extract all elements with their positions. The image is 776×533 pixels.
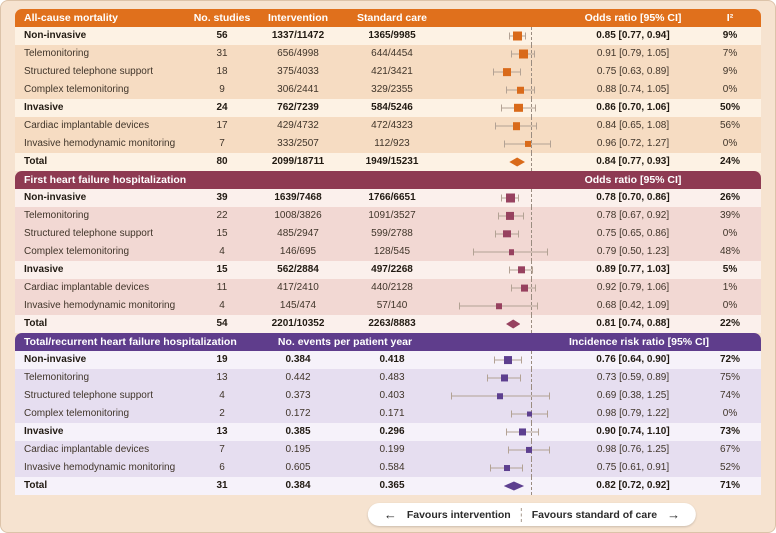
cell-effect-estimate: 0.76 [0.64, 0.90]: [596, 354, 670, 365]
row-label: Telemonitoring: [24, 48, 90, 59]
cell-effect-estimate: 0.96 [0.72, 1.27]: [596, 138, 670, 149]
cell-i2: 26%: [719, 192, 740, 203]
null-effect-line: [531, 189, 532, 207]
forest-plot-cell: [439, 459, 569, 477]
table-row-cardiac-implantable-devices: [15, 279, 761, 297]
col-header-effect: Odds ratio [95% CI]: [584, 174, 682, 186]
cell-standard: 472/4323: [371, 120, 413, 131]
forest-plot-cell: [439, 405, 569, 423]
null-effect-line: [531, 27, 532, 45]
cell-studies: 13: [216, 372, 228, 383]
cell-i2: 56%: [719, 120, 740, 131]
col-header-effect: Odds ratio [95% CI]: [584, 12, 682, 24]
cell-effect-estimate: 0.89 [0.77, 1.03]: [596, 264, 670, 275]
forest-plot-cell: [439, 369, 569, 387]
null-effect-line: [531, 207, 532, 225]
forest-plot-cell: [439, 117, 569, 135]
table-row-total: [15, 315, 761, 333]
point-estimate-marker: [501, 374, 508, 381]
cell-effect-estimate: 0.86 [0.70, 1.06]: [596, 102, 670, 113]
cell-intervention: 146/695: [279, 246, 317, 257]
cell-intervention: 2201/10352: [271, 318, 325, 329]
cell-effect-estimate: 0.69 [0.38, 1.25]: [596, 390, 670, 401]
cell-studies: 2: [219, 408, 225, 419]
cell-effect-estimate: 0.78 [0.67, 0.92]: [596, 210, 670, 221]
row-label: Structured telephone support: [24, 228, 153, 239]
table-row-invasive-hemodynamic-monitoring: [15, 135, 761, 153]
cell-i2: 0%: [722, 138, 738, 149]
forest-plot-cell: [439, 423, 569, 441]
null-effect-line: [531, 351, 532, 369]
row-label: Invasive: [24, 264, 64, 275]
cell-standard: 1949/15231: [365, 156, 419, 167]
point-estimate-marker: [497, 393, 503, 399]
row-label: Telemonitoring: [24, 372, 90, 383]
point-estimate-marker: [518, 266, 525, 273]
cell-intervention: 0.195: [285, 444, 311, 455]
forest-plot-cell: [439, 351, 569, 369]
cell-intervention: 656/4998: [277, 48, 319, 59]
table-row-invasive: [15, 423, 761, 441]
table-row-complex-telemonitoring: [15, 243, 761, 261]
table-row-telemonitoring: [15, 369, 761, 387]
section-header-first-heart-failure-hospitalization: [15, 171, 761, 189]
cell-intervention: 0.605: [285, 462, 311, 473]
cell-intervention: 0.384: [285, 480, 311, 491]
cell-standard: 0.199: [379, 444, 405, 455]
cell-standard: 128/545: [373, 246, 411, 257]
cell-studies: 22: [216, 210, 228, 221]
table-row-non-invasive: [15, 189, 761, 207]
cell-studies: 54: [216, 318, 228, 329]
cell-effect-estimate: 0.98 [0.76, 1.25]: [596, 444, 670, 455]
table-row-structured-telephone-support: [15, 387, 761, 405]
row-label: Cardiac implantable devices: [24, 282, 150, 293]
cell-intervention: 333/2507: [277, 138, 319, 149]
cell-i2: 71%: [719, 480, 740, 491]
cell-studies: 15: [216, 228, 228, 239]
cell-studies: 6: [219, 462, 225, 473]
cell-standard: 0.296: [379, 426, 405, 437]
point-estimate-marker: [519, 428, 526, 435]
row-label: Invasive hemodynamic monitoring: [24, 300, 176, 311]
cell-intervention: 0.373: [285, 390, 311, 401]
cell-effect-estimate: 0.84 [0.77, 0.93]: [596, 156, 670, 167]
point-estimate-marker: [526, 447, 532, 453]
point-estimate-marker: [504, 465, 510, 471]
cell-studies: 80: [216, 156, 228, 167]
forest-plot-cell: [439, 63, 569, 81]
left-arrow-icon: ←: [383, 507, 397, 522]
null-effect-line: [531, 315, 532, 333]
cell-intervention: 762/7239: [277, 102, 319, 113]
forest-plot-cell: [439, 297, 569, 315]
point-estimate-marker: [506, 194, 515, 203]
point-estimate-marker: [496, 303, 502, 309]
row-label: Complex telemonitoring: [24, 84, 130, 95]
row-label: Invasive: [24, 426, 64, 437]
forest-plot-cell: [439, 135, 569, 153]
cell-effect-estimate: 0.75 [0.65, 0.86]: [596, 228, 670, 239]
cell-studies: 31: [216, 48, 228, 59]
forest-plot-cell: [439, 441, 569, 459]
summary-diamond: [509, 158, 525, 167]
cell-intervention: 485/2947: [277, 228, 319, 239]
point-estimate-marker: [527, 412, 532, 417]
cell-standard: 1091/3527: [368, 210, 416, 221]
table-row-structured-telephone-support: [15, 225, 761, 243]
cell-standard: 0.584: [379, 462, 405, 473]
row-label: Structured telephone support: [24, 66, 153, 77]
cell-intervention: 1639/7468: [274, 192, 322, 203]
forest-plot-cell: [439, 27, 569, 45]
cell-i2: 0%: [722, 300, 738, 311]
cell-effect-estimate: 0.82 [0.72, 0.92]: [596, 480, 670, 491]
cell-standard: 0.403: [379, 390, 405, 401]
cell-intervention: 145/474: [279, 300, 317, 311]
cell-studies: 4: [219, 300, 225, 311]
cell-intervention: 1337/11472: [271, 30, 325, 41]
forest-plot-cell: [439, 81, 569, 99]
cell-studies: 4: [219, 246, 225, 257]
row-label: Non-invasive: [24, 192, 87, 203]
cell-effect-estimate: 0.75 [0.63, 0.89]: [596, 66, 670, 77]
cell-i2: 52%: [719, 462, 740, 473]
table-row-invasive-hemodynamic-monitoring: [15, 459, 761, 477]
table-row-total: [15, 477, 761, 495]
forest-plot-cell: [439, 387, 569, 405]
forest-plot-cell: [439, 153, 569, 171]
cell-studies: 19: [216, 354, 228, 365]
cell-studies: 56: [216, 30, 228, 41]
section-all-cause-mortality: [15, 9, 761, 171]
table-row-non-invasive: [15, 27, 761, 45]
col-header-studies: No. studies: [193, 12, 251, 24]
cell-effect-estimate: 0.84 [0.65, 1.08]: [596, 120, 670, 131]
cell-i2: 9%: [722, 66, 738, 77]
col-header-events: No. events per patient year: [277, 336, 413, 348]
cell-standard: 1766/6651: [368, 192, 416, 203]
table-row-non-invasive: [15, 351, 761, 369]
favours-divider: [521, 508, 522, 522]
cell-i2: 9%: [722, 30, 738, 41]
section-total-recurrent-heart-failure-hospitalization: [15, 333, 761, 495]
table-row-invasive: [15, 99, 761, 117]
cell-i2: 50%: [719, 102, 740, 113]
row-label: Total: [24, 156, 48, 167]
point-estimate-marker: [506, 212, 514, 220]
cell-studies: 39: [216, 192, 228, 203]
null-effect-line: [531, 225, 532, 243]
section-header-total-recurrent-heart-failure-hospitalization: [15, 333, 761, 351]
cell-intervention: 0.442: [285, 372, 311, 383]
cell-standard: 421/3421: [371, 66, 413, 77]
cell-intervention: 2099/18711: [271, 156, 325, 167]
cell-studies: 13: [216, 426, 228, 437]
favours-pill: [368, 503, 696, 526]
cell-standard: 0.418: [379, 354, 405, 365]
null-effect-line: [531, 369, 532, 387]
cell-effect-estimate: 0.81 [0.74, 0.88]: [596, 318, 670, 329]
cell-studies: 31: [216, 480, 228, 491]
cell-effect-estimate: 0.92 [0.79, 1.06]: [596, 282, 670, 293]
cell-effect-estimate: 0.79 [0.50, 1.23]: [596, 246, 670, 257]
table-row-structured-telephone-support: [15, 63, 761, 81]
table-row-cardiac-implantable-devices: [15, 117, 761, 135]
forest-plot-cell: [439, 315, 569, 333]
cell-studies: 24: [216, 102, 228, 113]
forest-plot-cell: [439, 279, 569, 297]
point-estimate-marker: [521, 285, 528, 292]
cell-effect-estimate: 0.91 [0.79, 1.05]: [596, 48, 670, 59]
point-estimate-marker: [503, 68, 511, 76]
cell-effect-estimate: 0.88 [0.74, 1.05]: [596, 84, 670, 95]
point-estimate-marker: [525, 141, 531, 147]
null-effect-line: [531, 459, 532, 477]
cell-intervention: 306/2441: [277, 84, 319, 95]
row-label: Invasive hemodynamic monitoring: [24, 138, 176, 149]
cell-i2: 67%: [719, 444, 740, 455]
null-effect-line: [531, 153, 532, 171]
cell-studies: 17: [216, 120, 228, 131]
row-label: Telemonitoring: [24, 210, 90, 221]
cell-standard: 440/2128: [371, 282, 413, 293]
cell-standard: 2263/8883: [368, 318, 416, 329]
cell-i2: 0%: [722, 84, 738, 95]
forest-plot-cell: [439, 207, 569, 225]
cell-i2: 22%: [719, 318, 740, 329]
cell-standard: 0.365: [379, 480, 405, 491]
point-estimate-marker: [503, 230, 510, 237]
cell-intervention: 0.385: [285, 426, 311, 437]
row-label: Structured telephone support: [24, 390, 153, 401]
forest-plot-cell: [439, 225, 569, 243]
cell-i2: 24%: [719, 156, 740, 167]
cell-intervention: 1008/3826: [274, 210, 322, 221]
summary-diamond: [506, 320, 520, 329]
cell-standard: 57/140: [376, 300, 408, 311]
forest-table: [15, 9, 761, 495]
row-label: Invasive hemodynamic monitoring: [24, 462, 176, 473]
cell-studies: 11: [216, 282, 228, 293]
point-estimate-marker: [514, 104, 522, 112]
section-title: Total/recurrent heart failure hospitalization: [24, 336, 237, 348]
cell-standard: 644/4454: [371, 48, 413, 59]
cell-intervention: 0.172: [285, 408, 311, 419]
cell-studies: 9: [219, 84, 225, 95]
favours-intervention-label: Favours intervention: [406, 508, 511, 521]
cell-i2: 73%: [719, 426, 740, 437]
forest-plot-cell: [439, 45, 569, 63]
cell-i2: 0%: [722, 228, 738, 239]
cell-i2: 72%: [719, 354, 740, 365]
table-row-complex-telemonitoring: [15, 405, 761, 423]
table-row-telemonitoring: [15, 207, 761, 225]
null-effect-line: [531, 477, 532, 495]
row-label: Cardiac implantable devices: [24, 444, 150, 455]
point-estimate-marker: [513, 122, 521, 130]
row-label: Total: [24, 480, 48, 491]
row-label: Total: [24, 318, 48, 329]
cell-i2: 39%: [719, 210, 740, 221]
row-label: Cardiac implantable devices: [24, 120, 150, 131]
cell-i2: 1%: [722, 282, 738, 293]
cell-effect-estimate: 0.73 [0.59, 0.89]: [596, 372, 670, 383]
cell-intervention: 417/2410: [277, 282, 319, 293]
section-title: First heart failure hospitalization: [24, 174, 187, 186]
right-arrow-icon: →: [667, 507, 681, 522]
table-row-total: [15, 153, 761, 171]
cell-studies: 4: [219, 390, 225, 401]
favours-legend: [15, 503, 761, 527]
cell-effect-estimate: 0.68 [0.42, 1.09]: [596, 300, 670, 311]
row-label: Invasive: [24, 102, 64, 113]
table-row-complex-telemonitoring: [15, 81, 761, 99]
cell-effect-estimate: 0.75 [0.61, 0.91]: [596, 462, 670, 473]
cell-i2: 74%: [719, 390, 740, 401]
point-estimate-marker: [519, 50, 528, 59]
table-row-invasive: [15, 261, 761, 279]
cell-i2: 48%: [719, 246, 740, 257]
forest-plot-cell: [439, 189, 569, 207]
cell-studies: 7: [219, 444, 225, 455]
cell-i2: 0%: [722, 408, 738, 419]
table-row-cardiac-implantable-devices: [15, 441, 761, 459]
cell-i2: 7%: [722, 48, 738, 59]
col-header-i2: I²: [726, 12, 734, 24]
null-effect-line: [531, 63, 532, 81]
table-row-telemonitoring: [15, 45, 761, 63]
cell-studies: 18: [216, 66, 228, 77]
row-label: Complex telemonitoring: [24, 246, 130, 257]
forest-plot-cell: [439, 99, 569, 117]
cell-standard: 599/2788: [371, 228, 413, 239]
forest-plot-cell: [439, 261, 569, 279]
table-row-invasive-hemodynamic-monitoring: [15, 297, 761, 315]
cell-i2: 75%: [719, 372, 740, 383]
cell-standard: 329/2355: [371, 84, 413, 95]
cell-effect-estimate: 0.78 [0.70, 0.86]: [596, 192, 670, 203]
cell-studies: 15: [216, 264, 228, 275]
cell-effect-estimate: 0.85 [0.77, 0.94]: [596, 30, 670, 41]
cell-intervention: 429/4732: [277, 120, 319, 131]
section-header-all-cause-mortality: [15, 9, 761, 27]
cell-studies: 7: [219, 138, 225, 149]
summary-diamond: [504, 482, 524, 491]
point-estimate-marker: [513, 32, 522, 41]
cell-standard: 584/5246: [371, 102, 413, 113]
cell-standard: 1365/9985: [368, 30, 416, 41]
point-estimate-marker: [504, 356, 512, 364]
cell-effect-estimate: 0.90 [0.74, 1.10]: [596, 426, 670, 437]
row-label: Complex telemonitoring: [24, 408, 130, 419]
cell-standard: 112/923: [374, 138, 410, 149]
forest-plot-cell: [439, 243, 569, 261]
favours-standard-label: Favours standard of care: [531, 508, 658, 521]
cell-intervention: 375/4033: [277, 66, 319, 77]
forest-plot-cell: [439, 477, 569, 495]
cell-intervention: 0.384: [285, 354, 311, 365]
row-label: Non-invasive: [24, 30, 87, 41]
section-title: All-cause mortality: [24, 12, 118, 24]
cell-i2: 5%: [722, 264, 738, 275]
point-estimate-marker: [509, 249, 515, 255]
cell-standard: 497/2268: [371, 264, 413, 275]
col-header-effect: Incidence risk ratio [95% CI]: [569, 336, 710, 348]
cell-standard: 0.171: [379, 408, 405, 419]
cell-effect-estimate: 0.98 [0.79, 1.22]: [596, 408, 670, 419]
point-estimate-marker: [517, 87, 524, 94]
col-header-standard: Standard care: [356, 12, 428, 24]
col-header-intervention: Intervention: [267, 12, 329, 24]
row-label: Non-invasive: [24, 354, 87, 365]
section-first-heart-failure-hospitalization: [15, 171, 761, 333]
cell-standard: 0.483: [379, 372, 405, 383]
cell-intervention: 562/2884: [277, 264, 319, 275]
